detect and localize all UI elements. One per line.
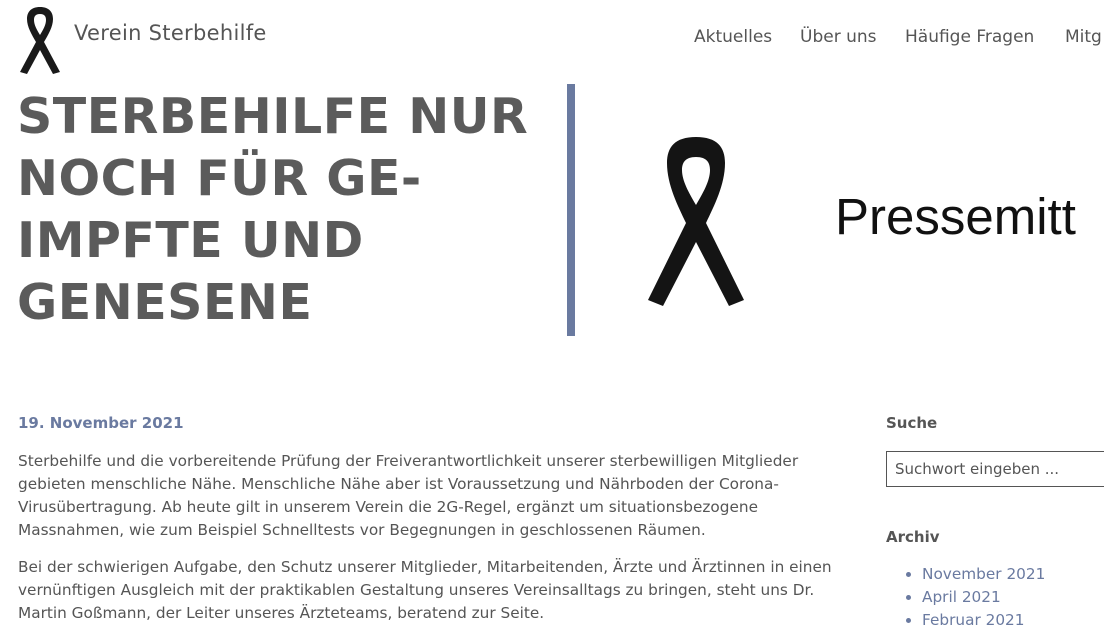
archive-item xyxy=(922,609,1045,632)
search-input[interactable] xyxy=(886,451,1104,487)
search-widget-title: Suche xyxy=(886,414,938,432)
archive-widget-title: Archiv xyxy=(886,528,940,546)
nav-item-aktuelles[interactable]: Aktuelles xyxy=(694,27,773,47)
nav-item-ueber-uns[interactable]: Über uns xyxy=(800,27,877,47)
black-ribbon-icon xyxy=(646,135,746,307)
archive-link-april-2021[interactable]: April 2021 xyxy=(922,588,1001,606)
archive-item xyxy=(922,563,1045,586)
black-ribbon-icon[interactable] xyxy=(19,5,61,75)
post-paragraph: Sterbehilfe und die vorbereitende Prüfung der Freiverantwortlichkeit unserer sterbewilligen Mitglieder gebieten menschliche Nähe. Menschliche Nähe aber ist Voraussetzung und Nährboden der Corona-Virusübertragung. Ab heute gilt in unserem Verein die 2G-Regel, ergänzt um situationsbezogene Massnahmen, wie zum Beispiel Schnelltests vor Begegnungen in geschlossenen Räumen. xyxy=(18,452,799,539)
post-paragraph: Bei der schwierigen Aufgabe, den Schutz unserer Mitglieder, Mitarbeitenden, Ärzte und Ärztinnen in einen vernünftigen Ausgleich mit der praktikablen Gestaltung unseres Vereinsalltags zu bringen, steht uns Dr. Martin Goßmann, der Leiter unseres Ärzteteams, beratend zur Seite. xyxy=(18,558,832,622)
nav-item-mitglieder[interactable]: Mitg xyxy=(1065,27,1102,47)
archive-link-februar-2021[interactable]: Februar 2021 xyxy=(922,611,1025,629)
nav-item-haeufige-fragen[interactable]: Häufige Fragen xyxy=(905,27,1035,47)
archive-link-november-2021[interactable]: November 2021 xyxy=(922,565,1046,583)
post-headline: STERBEHILFE NUR NOCH FÜR GE-IMPFTE UND GENESENE xyxy=(17,88,529,331)
site-title[interactable]: Verein Sterbehilfe xyxy=(74,21,267,45)
hero-divider xyxy=(567,84,575,336)
post-date[interactable]: 19. November 2021 xyxy=(18,414,184,432)
archive-item xyxy=(922,586,1045,609)
press-release-image-text: Pressemitt xyxy=(835,188,1076,245)
